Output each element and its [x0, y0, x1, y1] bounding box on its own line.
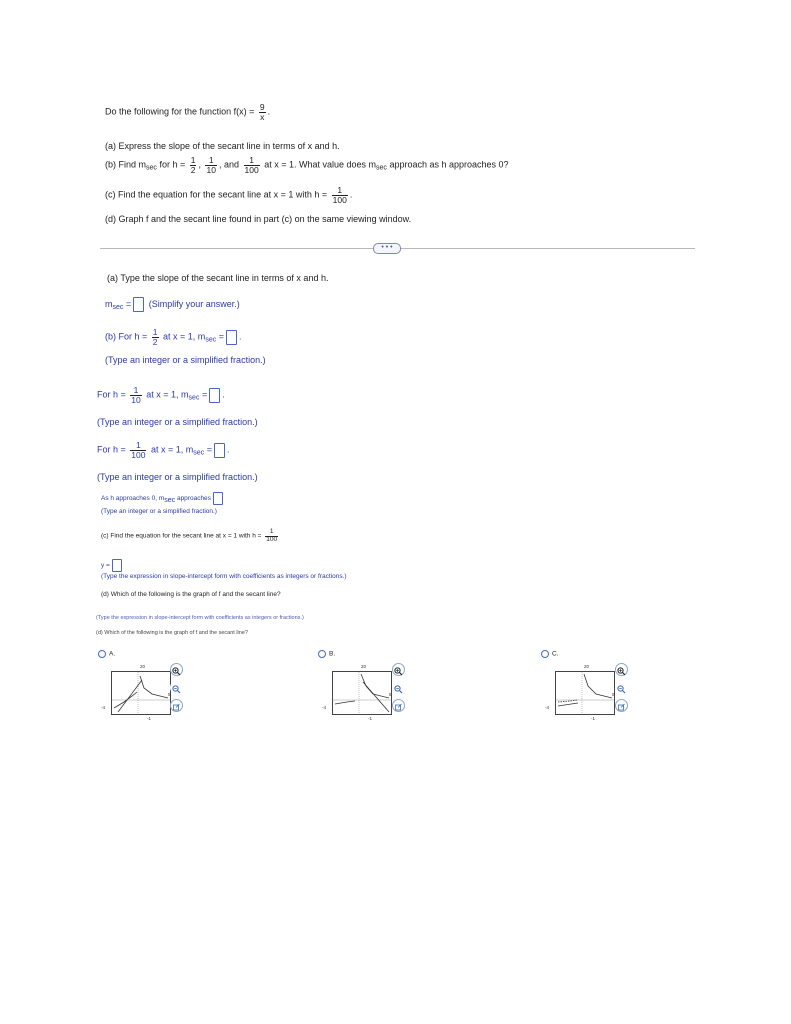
option-b-ybottom: -1: [368, 716, 373, 721]
answer-a-input[interactable]: [133, 297, 144, 312]
part-a-text: (a) Express the slope of the secant line in terms of x and h.: [105, 141, 340, 151]
popout-icon[interactable]: [392, 699, 405, 712]
popout-icon[interactable]: [170, 699, 183, 712]
answer-d-prompt: (d) Which of the following is the graph of f and the secant line?: [101, 591, 281, 598]
zoom-out-icon[interactable]: [170, 681, 183, 694]
answer-y-row: y =: [101, 559, 124, 572]
option-a-xleft: -4: [101, 705, 106, 710]
part-d-text: (d) Graph f and the secant line found in part (c) on the same viewing window.: [105, 214, 412, 224]
answer-b-input[interactable]: [226, 330, 237, 345]
function-statement: Do the following for the function f(x) = $\frac{9}{x}$ .: [105, 102, 271, 122]
answer-b-row: (b) For h = $\frac{1}{2}$ at x = 1, $m_{sec}$ = .: [105, 327, 242, 347]
function-fraction: $\frac{9}{x}$: [259, 102, 265, 122]
ghost-hint: (Type the expression in slope-intercept form with coefficients as integers or fractions.): [96, 615, 304, 621]
option-c-graph: [555, 671, 615, 715]
answer-c-prompt: (c) Find the equation for the secant line at x = 1 with h = $\frac{1}{100}$: [101, 528, 278, 543]
radio-icon[interactable]: [541, 650, 549, 658]
zoom-in-icon[interactable]: [170, 663, 183, 676]
option-a-radio[interactable]: A.: [98, 650, 115, 658]
answer-h100-row: For h = $\frac{1}{100}$ at x = 1, $m_{sec}$ = .: [97, 440, 230, 460]
option-a-ytop: 20: [140, 664, 146, 669]
popout-icon[interactable]: [615, 699, 628, 712]
zoom-out-icon[interactable]: [392, 681, 405, 694]
zoom-out-icon[interactable]: [615, 681, 628, 694]
option-a-xright: 5: [168, 692, 171, 697]
option-c-xright: 5: [612, 692, 615, 697]
ghost-d-prompt: (d) Which of the following is the graph of f and the secant line?: [96, 630, 248, 636]
expand-more-button[interactable]: • • •: [373, 243, 401, 254]
answer-h100-input[interactable]: [214, 443, 225, 458]
option-a-ybottom: -1: [147, 716, 152, 721]
option-c-radio[interactable]: C.: [541, 650, 559, 658]
answer-h100-hint: (Type an integer or a simplified fraction.): [97, 472, 258, 482]
answer-a-prompt: (a) Type the slope of the secant line in terms of x and h.: [107, 273, 329, 283]
answer-h10-hint: (Type an integer or a simplified fraction.): [97, 417, 258, 427]
answer-y-hint: (Type the expression in slope-intercept form with coefficients as integers or fractions.): [101, 573, 347, 580]
option-b-xright: 5: [389, 692, 392, 697]
option-b-plot: [333, 672, 391, 714]
approach-row: As h approaches 0, $m_{sec}$ approaches: [101, 492, 225, 505]
radio-icon[interactable]: [98, 650, 106, 658]
answer-h10-input[interactable]: [209, 388, 220, 403]
approach-input[interactable]: [213, 492, 223, 505]
answer-h10-row: For h = $\frac{1}{10}$ at x = 1, $m_{sec}$ = .: [97, 385, 225, 405]
radio-icon[interactable]: [318, 650, 326, 658]
zoom-in-icon[interactable]: [615, 663, 628, 676]
answer-a-row: $m_{sec}$ = (Simplify your answer.): [105, 298, 240, 311]
option-a-graph: [111, 671, 171, 715]
option-b-xleft: -4: [322, 705, 327, 710]
option-c-plot: [556, 672, 614, 714]
option-b-radio[interactable]: B.: [318, 650, 335, 658]
option-c-ybottom: -1: [591, 716, 596, 721]
answer-y-input[interactable]: [112, 559, 122, 572]
option-c-xleft: -4: [545, 705, 550, 710]
part-c-text: (c) Find the equation for the secant line at x = 1 with h = $\frac{1}{100}$ .: [105, 185, 353, 205]
option-b-ytop: 20: [361, 664, 367, 669]
option-a-plot: [112, 672, 170, 714]
option-c-ytop: 20: [584, 664, 590, 669]
approach-hint: (Type an integer or a simplified fraction.): [101, 508, 217, 515]
part-b-text: (b) Find $m_{sec}$ for h = $\frac{1}{2}$ , $\frac{1}{10}$ , and $\frac{1}{100}$ at x = 1. What value does $m_{sec}$ approach as h approaches 0?: [105, 155, 509, 175]
zoom-in-icon[interactable]: [392, 663, 405, 676]
option-b-graph: [332, 671, 392, 715]
answer-b-hint: (Type an integer or a simplified fraction.): [105, 355, 266, 365]
